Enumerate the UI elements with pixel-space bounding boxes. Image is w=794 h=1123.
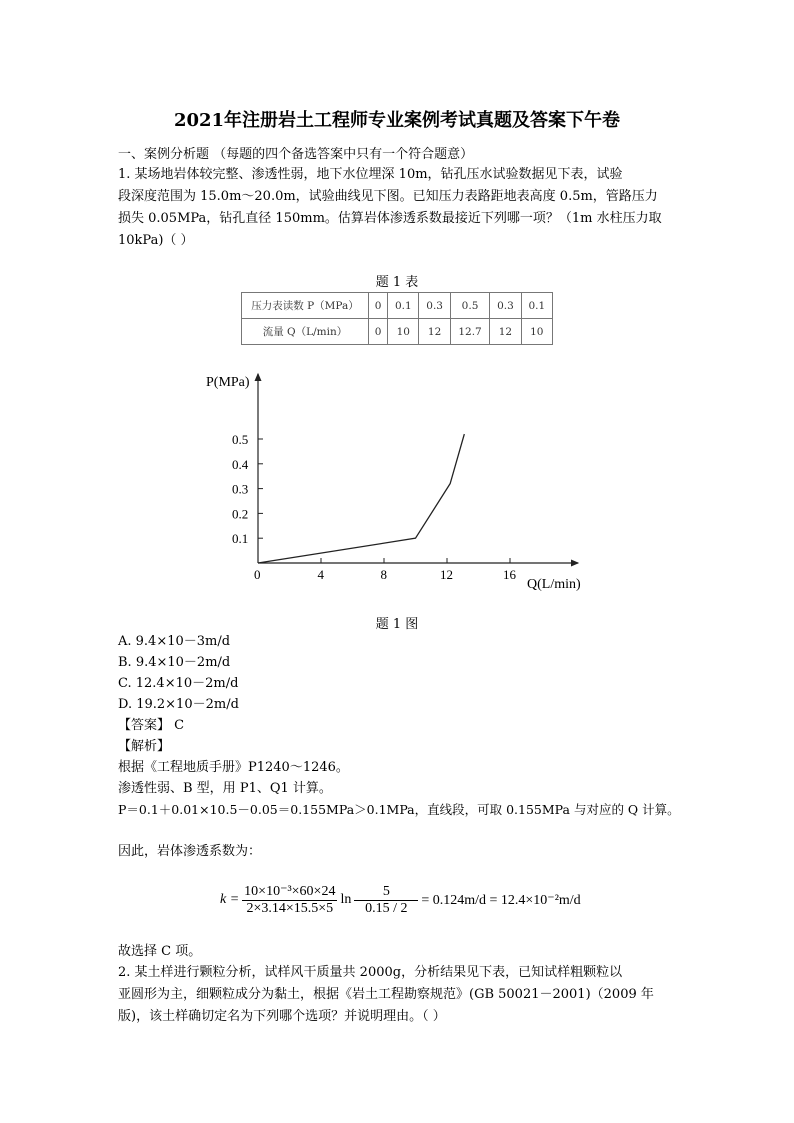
- x-axis-label: Q(L/min): [527, 577, 581, 592]
- y-tick-label: 0.4: [232, 456, 249, 472]
- cell: 12: [490, 319, 521, 345]
- numerator: 5: [354, 884, 418, 901]
- table-caption: 题 1 表: [375, 275, 419, 290]
- x-tick-label: 12: [440, 567, 453, 582]
- x-tick-label: 16: [503, 567, 516, 582]
- q1-line: 1. 某场地岩体较完整、渗透性弱，地下水位埋深 10m，钻孔压水试验数据见下表，试验: [118, 167, 623, 182]
- y-tick-label: 0.3: [232, 481, 249, 497]
- y-axis-label: P(MPa): [206, 375, 250, 390]
- analysis-line: 根据《工程地质手册》P1240～1246。: [118, 760, 349, 775]
- row-header: 流量 Q（L/min）: [242, 319, 369, 345]
- cell: 10: [521, 319, 552, 345]
- fraction-1: [242, 883, 337, 917]
- formula: [220, 883, 581, 917]
- q2-line: 2. 某土样进行颗粒分析，试样风干质量共 2000g，分析结果见下表，已知试样粗颗粒以: [118, 965, 623, 980]
- row-header: 压力表读数 P（MPa）: [242, 293, 369, 319]
- q2-line: 版)，该土样确切定名为下列哪个选项？并说明理由。（ ）: [118, 1009, 446, 1024]
- denominator: 0.15 / 2: [365, 900, 408, 916]
- figure-caption: 题 1 图: [375, 617, 419, 632]
- answer: 【答案】 C: [118, 718, 185, 733]
- formula-rhs: = 0.124m/d = 12.4×10⁻²m/d: [421, 892, 581, 908]
- cell: 0.5: [450, 293, 489, 319]
- cell: 0.3: [490, 293, 521, 319]
- section-heading: 一、案例分析题 （每题的四个备选答案中只有一个符合题意）: [118, 147, 474, 162]
- numerator: 10×10⁻³×60×24: [244, 884, 336, 899]
- option-d: D. 19.2×10－2m/d: [118, 697, 239, 712]
- analysis-line: P＝0.1＋0.01×10.5－0.05＝0.155MPa＞0.1MPa，直线段，可取 0.155MPa 与对应的 Q 计算。: [118, 802, 680, 817]
- y-tick-label: 0.5: [232, 432, 249, 447]
- y-tick-label: 0.2: [232, 506, 249, 522]
- option-b: B. 9.4×10－2m/d: [118, 655, 231, 670]
- analysis-heading: 【解析】: [118, 739, 171, 754]
- ln: ln: [340, 892, 352, 907]
- analysis-line: 因此，岩体渗透系数为：: [118, 844, 262, 859]
- cell: 0: [369, 319, 388, 345]
- cell: 0.3: [419, 293, 450, 319]
- conclusion: 故选择 C 项。: [118, 944, 202, 959]
- cell: 0.1: [388, 293, 419, 319]
- option-a: A. 9.4×10－3m/d: [118, 634, 231, 649]
- q1-line: 损失 0.05MPa，钻孔直径 150mm。估算岩体渗透系数最接近下列哪一项？（1m 水柱压力取: [118, 211, 662, 226]
- x-tick-label: 0: [254, 567, 261, 582]
- analysis-line: 渗透性弱、B 型，用 P1、Q1 计算。: [118, 781, 332, 796]
- q2-line: 亚圆形为主，细颗粒成分为黏土，根据《岩土工程勘察规范》(GB 50021－2001)（2009 年: [118, 987, 654, 1002]
- q1-line: 10kPa)（ ）: [118, 233, 194, 248]
- q1-line: 段深度范围为 15.0m～20.0m，试验曲线见下图。已知压力表路距地表高度 0.5m，管路压力: [118, 189, 658, 204]
- page-title: 2021年注册岩土工程师专业案例考试真题及答案下午卷: [173, 110, 621, 131]
- cell: 12.7: [450, 319, 489, 345]
- denominator: 2×3.14×15.5×5: [246, 901, 334, 916]
- cell: 0: [369, 293, 388, 319]
- series-line: [258, 434, 464, 563]
- y-tick-label: 0.1: [232, 531, 249, 547]
- cell: 0.1: [521, 293, 552, 319]
- fraction-2: [354, 884, 418, 917]
- cell: 10: [388, 319, 419, 345]
- cell: 12: [419, 319, 450, 345]
- x-tick-label: 4: [317, 567, 324, 582]
- option-c: C. 12.4×10－2m/d: [118, 676, 239, 691]
- formula-lhs: k =: [220, 892, 240, 907]
- x-tick-label: 8: [380, 567, 387, 582]
